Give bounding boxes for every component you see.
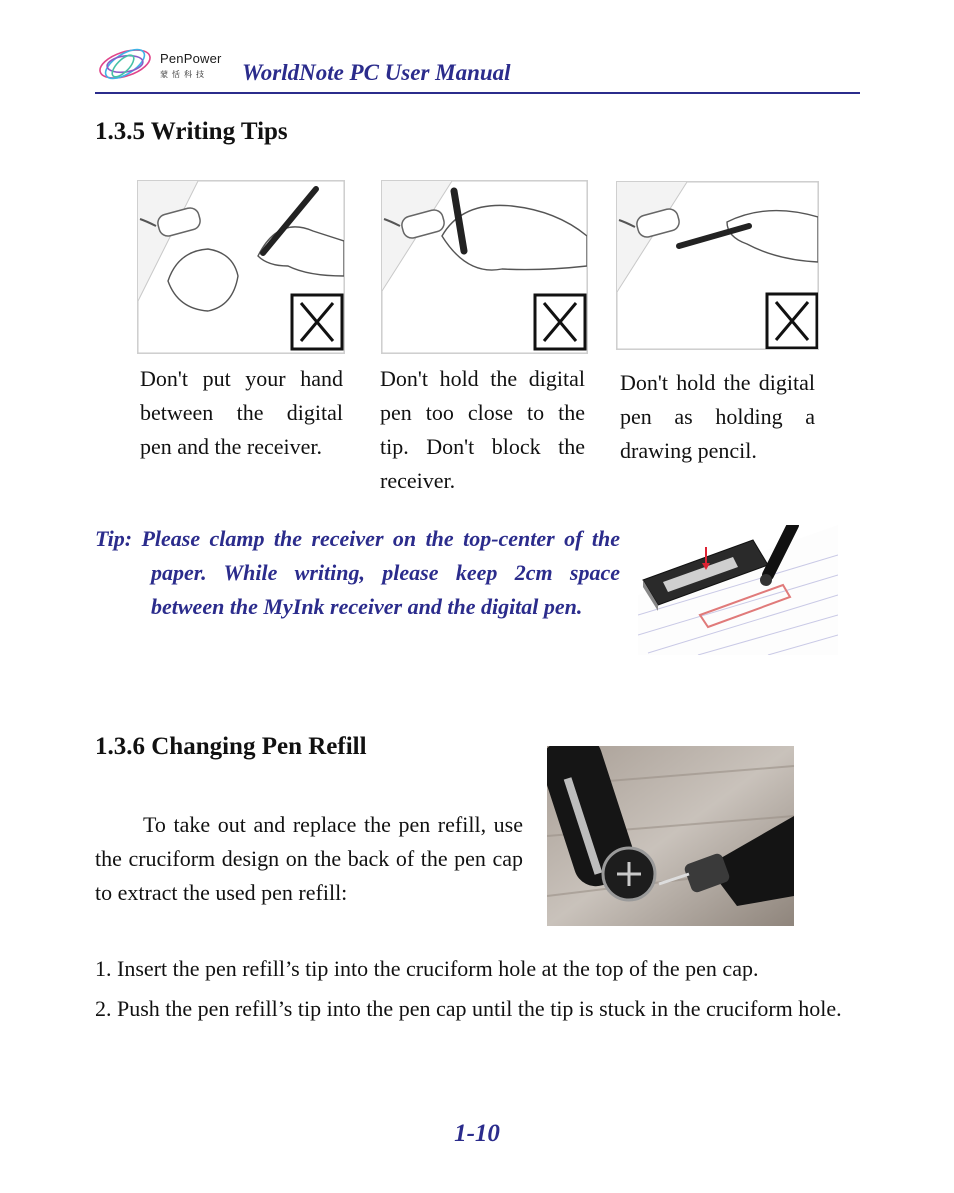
section-title-changing-refill: 1.3.6 Changing Pen Refill [95, 733, 367, 760]
manual-title: WorldNote PC User Manual [242, 60, 511, 85]
tip-caption-1: Don't put your hand between the digital pen and the receiver. [140, 366, 343, 459]
tip-caption-3: Don't hold the digital pen as holding a drawing pencil. [620, 370, 815, 463]
refill-step-2: 2. Push the pen refill’s tip into the pen cap until the tip is stuck in the cruciform hole. [95, 996, 842, 1021]
refill-step-1: 1. Insert the pen refill’s tip into the cruciform hole at the top of the pen cap. [95, 956, 759, 981]
header-divider [95, 92, 860, 94]
tip-illustration-too-close [381, 180, 588, 354]
tip-note: Tip: Please clamp the receiver on the top-center of the paper. While writing, please keep 2cm space between the MyInk receiver and the digital pen. [95, 526, 620, 619]
tip-caption-2: Don't hold the digital pen too close to the tip. Don't block the receiver. [380, 366, 585, 493]
brand-name-cn: 蒙恬科技 [160, 70, 208, 79]
page-number: 1-10 [454, 1120, 500, 1147]
brand-name: PenPower [160, 51, 222, 66]
refill-intro: To take out and replace the pen refill, use the cruciform design on the back of the pen cap to extract the used pen refill: [95, 812, 523, 905]
receiver-clamp-illustration [638, 525, 838, 655]
tip-illustration-hand-between [137, 180, 345, 354]
tip-illustration-pencil-grip [616, 181, 819, 350]
pen-refill-photo [547, 746, 794, 926]
section-title-writing-tips: 1.3.5 Writing Tips [95, 118, 288, 145]
